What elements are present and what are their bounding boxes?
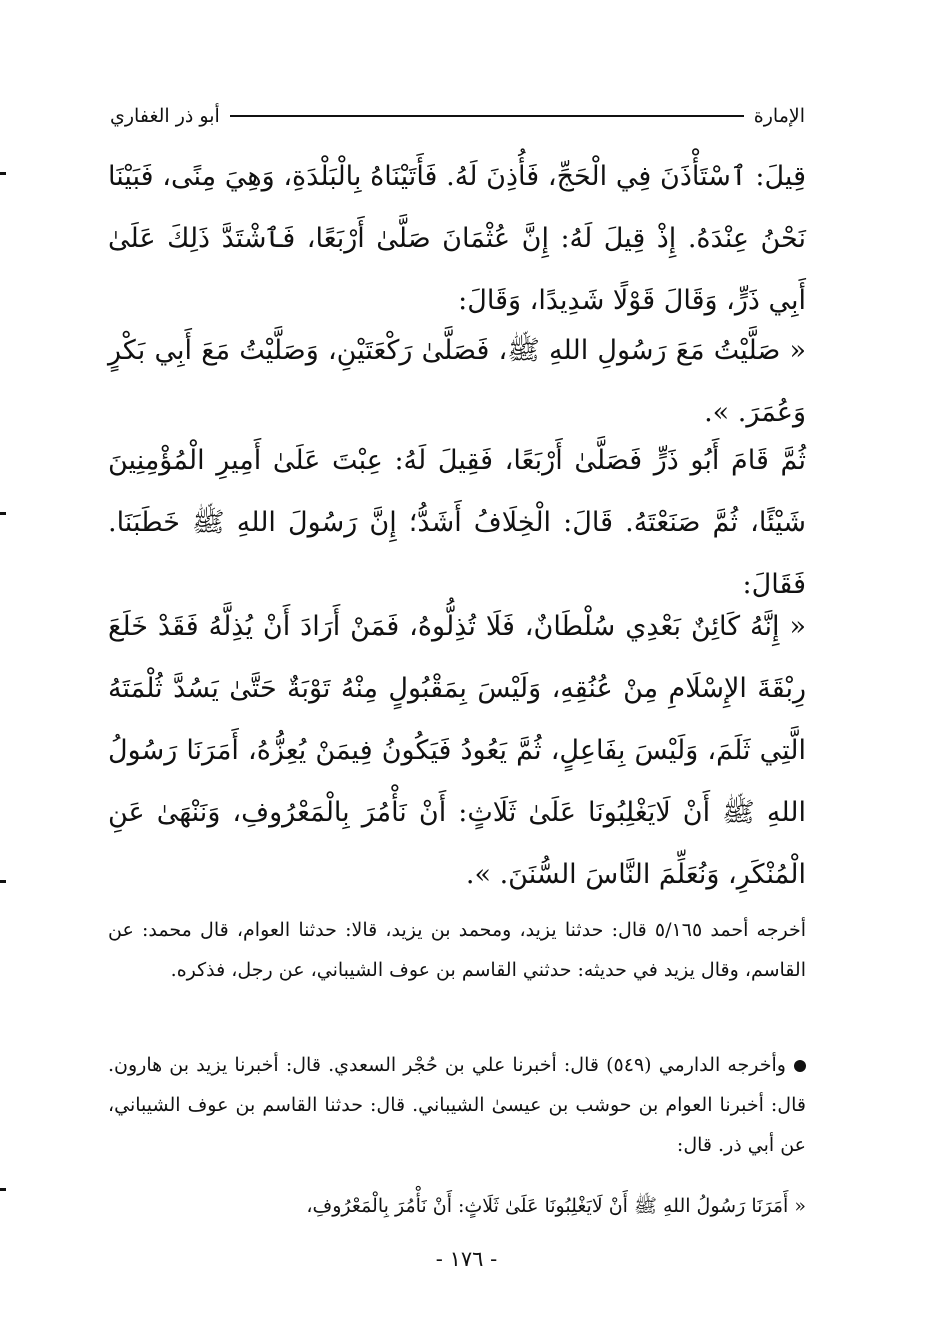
- paragraph-3: ثُمَّ قَامَ أَبُو ذَرٍّ فَصَلَّىٰ أَرْبَعًا، فَقِيلَ لَهُ: عِبْتَ عَلَىٰ أَمِيرِ الْمُؤْمِنِينَ شَيْئًا، ثُمَّ صَنَعْتَهُ. قَالَ: الْخِلَافُ أَشَدُّ؛ إِنَّ رَسُولَ اللهِ ﷺ خَطَبَنَا. فَقَالَ:: [108, 445, 806, 600]
- header-rule: [230, 115, 744, 117]
- page-number: - ١٧٦ -: [435, 1247, 498, 1271]
- paragraph-2: « صَلَّيْتُ مَعَ رَسُولِ اللهِ ﷺ، فَصَلَّىٰ رَكْعَتَيْنِ، وَصَلَّيْتُ مَعَ أَبِي بَكْرٍ وَعُمَرَ. ».: [108, 335, 806, 428]
- paragraph-1: قِيلَ: ٱسْتَأْذَنَ فِي الْحَجِّ، فَأُذِنَ لَهُ. فَأَتَيْنَاهُ بِالْبَلْدَةِ، وَهِيَ مِنًى، فَبَيْنَا نَحْنُ عِنْدَهُ. إِذْ قِيلَ لَهُ: إِنَّ عُثْمَانَ صَلَّىٰ أَرْبَعًا، فَٱشْتَدَّ ذَلِكَ عَلَىٰ أَبِي ذَرٍّ، وَقَالَ قَوْلًا شَدِيدًا، وَقَالَ:: [108, 161, 806, 316]
- footnote-2-text: وأخرجه الدارمي (٥٤٩) قال: أخبرنا علي بن حُجْر السعدي. قال: أخبرنا يزيد بن هارون. قال: أخبرنا العوام بن حوشب بن عيسىٰ الشيباني. قال: حدثنا القاسم بن عوف الشيباني، عن أبي ذر. قال:: [108, 1054, 806, 1156]
- footnote-3: « أَمَرَنَا رَسُولُ اللهِ ﷺ أَنْ لَايَغْلِبُونَا عَلَىٰ ثَلَاثٍ: أَنْ نَأْمُرَ بِالْمَعْرُوفِ،: [306, 1195, 806, 1217]
- running-header: [110, 100, 805, 132]
- header-chapter-title: الإمارة: [753, 105, 805, 127]
- header-book-title: أبو ذر الغفاري: [110, 105, 220, 127]
- paragraph-4: « إِنَّهُ كَائِنٌ بَعْدِي سُلْطَانٌ، فَلَا تُذِلُّوهُ، فَمَنْ أَرَادَ أَنْ يُذِلَّهُ فَقَدْ خَلَعَ رِبْقَةَ الإِسْلَامِ مِنْ عُنُقِهِ، وَلَيْسَ بِمَقْبُولٍ مِنْهُ تَوْبَةٌ حَتَّىٰ يَسُدَّ ثُلْمَتَهُ الَّتِي ثَلَمَ، وَلَيْسَ بِفَاعِلٍ، ثُمَّ يَعُودُ فَيَكُونُ فِيمَنْ يُعِزُّهُ، أَمَرَنَا رَسُولُ اللهِ ﷺ أَنْ لَايَغْلِبُونَا عَلَىٰ ثَلَاثٍ: أَنْ نَأْمُرَ بِالْمَعْرُوفِ، وَنَنْهَىٰ عَنِ الْمُنْكَرِ، وَنُعَلِّمَ النَّاسَ السُّنَنَ. ».: [108, 611, 806, 890]
- bullet-icon: [794, 1060, 806, 1072]
- scan-edge-mark: [0, 880, 6, 883]
- scan-edge-mark: [0, 1188, 6, 1191]
- scan-edge-mark: [0, 172, 6, 175]
- scan-edge-mark: [0, 512, 6, 515]
- footnote-2: [108, 1045, 806, 1165]
- footnote-1: أخرجه أحمد ٥/١٦٥ قال: حدثنا يزيد، ومحمد بن يزيد، قالا: حدثنا العوام، قال محمد: عن القاسم، وقال يزيد في حديثه: حدثني القاسم بن عوف الشيباني، عن رجل، فذكره.: [108, 919, 806, 981]
